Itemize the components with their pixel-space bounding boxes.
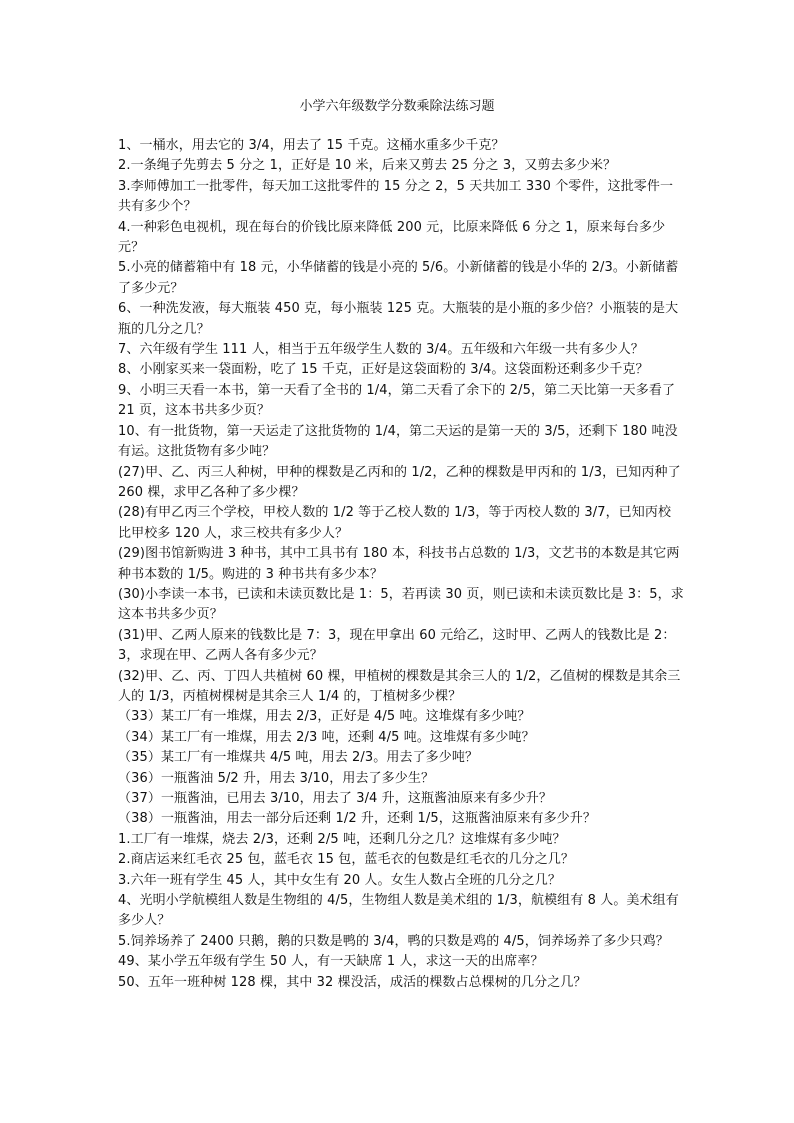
problem-item: (29)图书馆新购进 3 种书，其中工具书有 180 本，科技书占总数的 1/3，文艺书的本数是其它两种书本数的 1/5。购进的 3 种书共有多少本？ [118,546,680,582]
problem-item: 2.商店运来红毛衣 25 包，蓝毛衣 15 包，蓝毛衣的包数是红毛衣的几分之几？ [118,852,575,868]
problem-item: 49、某小学五年级有学生 50 人，有一天缺席 1 人，求这一天的出席率？ [118,954,544,970]
problem-item: 3.李师傅加工一批零件，每天加工这批零件的 15 分之 2，5 天共加工 330 个零件，这批零件一共有多少个？ [118,178,674,215]
problem-item: （33）某工厂有一堆煤，用去 2/3，正好是 4/5 吨。这堆煤有多少吨？ [118,709,531,725]
problem-item: （35）某工厂有一堆煤共 4/5 吨，用去 2/3。用去了多少吨？ [118,750,479,766]
document-title: 小学六年级数学分数乘除法练习题 [299,99,495,114]
problem-list [118,136,684,993]
problem-item: (31)甲、乙两人原来的钱数比是 7：3，现在甲拿出 60 元给乙，这时甲、乙两人的钱数比是 2：3，求现在甲、乙两人各有多少元？ [118,627,676,664]
problem-item: 2.一条绳子先剪去 5 分之 1，正好是 10 米，后来又剪去 25 分之 3，又剪去多少米？ [118,158,617,174]
problem-item: （38）一瓶酱油，用去一部分后还剩 1/2 升，还剩 1/5，这瓶酱油原来有多少升？ [118,811,596,827]
problem-item: 1、一桶水，用去它的 3/4，用去了 15 千克。这桶水重多少千克？ [118,138,505,153]
problem-item: 4、光明小学航模组人数是生物组的 4/5，生物组人数是美术组的 1/3，航模组有 8 人。美术组有多少人？ [118,893,679,929]
problem-item: 9、小明三天看一本书，第一天看了全书的 1/4，第二天看了余下的 2/5，第二天比第一天多看了 21 页，这本书共多少页？ [118,382,676,419]
problem-item: 3.六年一班有学生 45 人，其中女生有 20 人。女生人数占全班的几分之几？ [118,872,561,888]
problem-item: 10、有一批货物，第一天运走了这批货物的 1/4，第二天运的是第一天的 3/5，还剩下 180 吨没有运。这批货物有多少吨？ [118,423,678,460]
problem-item: （37）一瓶酱油，已用去 3/10，用去了 3/4 升，这瓶酱油原来有多少升？ [118,791,552,806]
problem-item: 5.饲养场养了 2400 只鹅，鹅的只数是鸭的 3/4，鸭的只数是鸡的 4/5，饲养场养了多少只鸡？ [118,933,669,949]
problem-item: (28)有甲乙丙三个学校，甲校人数的 1/2 等于乙校人数的 1/3，等于丙校人数的 3/7，已知丙校比甲校多 120 人，求三校共有多少人？ [118,505,672,541]
problem-item: 8、小刚家买来一袋面粉，吃了 15 千克，正好是这袋面粉的 3/4。这袋面粉还剩多少千克？ [118,362,649,378]
problem-item: 4.一种彩色电视机，现在每台的价钱比原来降低 200 元，比原来降低 6 分之 1，原来每台多少元？ [118,219,666,256]
problem-item: 7、六年级有学生 111 人，相当于五年级学生人数的 3/4。五年级和六年级一共有多少人？ [118,342,644,358]
problem-item: 50、五年一班种树 128 棵，其中 32 棵没活，成活的棵数占总棵树的几分之几？ [118,974,587,990]
problem-item: 5.小亮的储蓄箱中有 18 元，小华储蓄的钱是小亮的 5/6。小新储蓄的钱是小华的 2/3。小新储蓄了多少元？ [118,260,679,296]
problem-item: 1.工厂有一堆煤，烧去 2/3，还剩 2/5 吨，还剩几分之几？这堆煤有多少吨？ [118,831,566,847]
problem-item: （36）一瓶酱油 5/2 升，用去 3/10，用去了多少生？ [118,770,435,786]
problem-item: 6、一种洗发液，每大瓶装 450 克，每小瓶装 125 克。大瓶装的是小瓶的多少倍？小瓶装的是大瓶的几分之几？ [118,301,679,337]
problem-item: (32)甲、乙、丙、丁四人共植树 60 棵，甲植树的棵数是其余三人的 1/2，乙值树的棵数是其余三人的 1/3，丙植树棵树是其余三人 1/4 的，丁植树多少棵？ [118,668,681,704]
problem-item: (30)小李读一本书，已读和未读页数比是 1：5，若再读 30 页，则已读和未读页数比是 3：5，求这本书共多少页？ [118,586,684,623]
problem-item: （34）某工厂有一堆煤，用去 2/3 吨，还剩 4/5 吨。这堆煤有多少吨？ [118,729,535,745]
problem-item: (27)甲、乙、丙三人种树，甲种的棵数是乙丙和的 1/2，乙种的棵数是甲丙和的 1/3，已知丙种了 260 棵，求甲乙各种了多少棵？ [118,464,681,500]
